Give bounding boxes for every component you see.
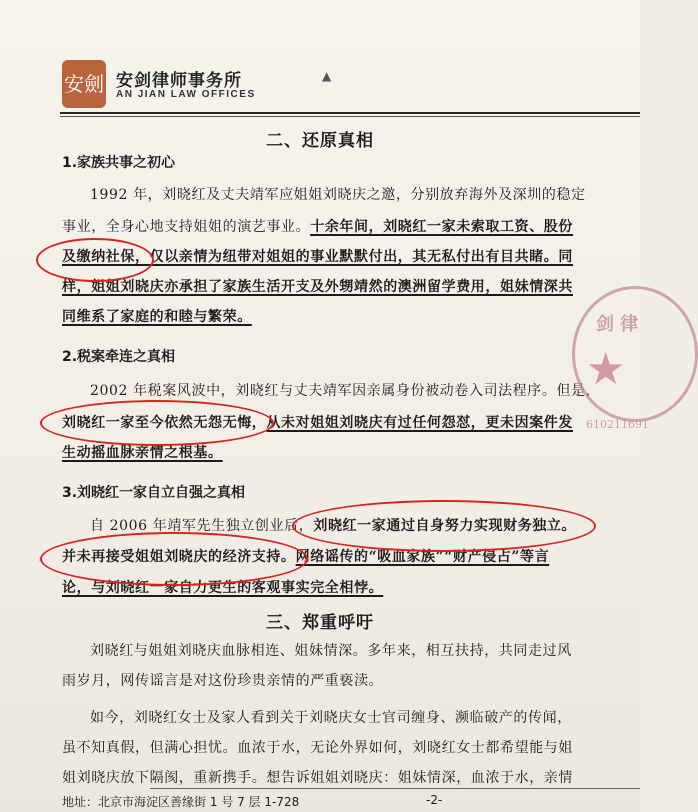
seal-number: 610211691 (586, 418, 649, 431)
s2-p1-line2-a: 事业，全身心地支持姐姐的演艺事业。 (62, 219, 311, 235)
subheading-2: 2.税案牵连之真相 (62, 349, 176, 365)
s3-p2-line1: 如今，刘晓红女士及家人看到关于刘晓庆女士官司缠身、濒临破产的传闻， (90, 710, 572, 726)
s2-p1-line3-a: 及缴纳社保， (62, 249, 150, 265)
firm-name-en: AN JIAN LAW OFFICES (116, 89, 256, 100)
s2-p2-line1: 2002 年税案风波中，刘晓红与丈夫靖军因亲属身份被动卷入司法程序。但是， (90, 383, 601, 399)
firm-logo (62, 60, 106, 108)
page-number: -2- (426, 793, 443, 807)
section-2-title: 二、还原真相 (266, 131, 374, 151)
red-circle-mark-4 (40, 532, 308, 586)
s2-p1-line4: 样，姐姐刘晓庆亦承担了家族生活开支及外甥靖然的澳洲留学费用，姐妹情深共 (62, 279, 573, 295)
logo-text: 安劍 (64, 72, 104, 96)
s3-p1-line1: 刘晓红与姐姐刘晓庆血脉相连、姐妹情深。多年来，相互扶持，共同走过风 (90, 643, 572, 659)
header-rule (60, 112, 640, 114)
footer-rule (150, 788, 640, 789)
firm-name-cn: 安剑律师事务所 (116, 71, 242, 91)
s3-p1-line2: 雨岁月，网传谣言是对这份珍贵亲情的严重亵渎。 (62, 673, 384, 689)
red-circle-mark-2 (40, 400, 274, 446)
s2-p2-line2-a: 刘晓红一家至今依然无怨无悔， (62, 415, 267, 431)
s2-p2-line2-b: 从未对姐姐刘晓庆有过任何怨怼，更未因案件发 (266, 415, 574, 431)
s2-p3-line1-a: 自 2006 年靖军先生独立创业后， (90, 518, 314, 534)
s2-p3-line2-b: 网络谣传的“吸血家族”“财产侵占”等言 (295, 549, 550, 565)
s3-p2-line3: 姐刘晓庆放下隔阂，重新携手。想告诉姐姐刘晓庆：姐妹情深，血浓于水，亲情 (62, 770, 573, 786)
s3-p2-line2: 虽不知真假，但满心担忧。血浓于水，无论外界如何，刘晓红女士都希望能与姐 (62, 740, 573, 756)
s2-p1-line3-b: 仅以亲情为纽带对姐姐的事业默默付出，其无私付出有目共睹。同 (149, 249, 574, 265)
pen-mark: ▲ (322, 69, 332, 83)
s2-p3-line3: 论，与刘晓红一家自力更生的客观事实完全相悖。 (62, 580, 384, 596)
header-rule-thin (60, 116, 640, 117)
s2-p1-line2 (62, 216, 573, 236)
red-circle-mark-3 (292, 500, 596, 552)
s2-p3-line1-b: 刘晓红一家通过自身努力实现财务独立。 (313, 518, 577, 534)
s2-p2-line3: 生动摇血脉亲情之根基。 (62, 445, 223, 461)
s2-p3-line2-a: 并未再接受姐姐刘晓庆的经济支持。 (62, 549, 296, 565)
footer-address: 地址：北京市海淀区善缘街 1 号 7 层 1-728 (62, 795, 300, 809)
subheading-1: 1.家族共事之初心 (62, 155, 176, 171)
seal-star-icon: ★ (586, 344, 626, 395)
s2-p1-line2-b: 十余年间，刘晓红一家未索取工资、股份 (310, 219, 574, 235)
s2-p1-line1: 1992 年，刘晓红及丈夫靖军应姐姐刘晓庆之邀，分别放弃海外及深圳的稳定 (90, 187, 586, 203)
s2-p1-line5: 同维系了家庭的和睦与繁荣。 (62, 309, 252, 325)
seal-text: 剑 律 (596, 314, 639, 335)
section-3-title: 三、郑重呼吁 (266, 613, 374, 633)
red-circle-mark-1 (36, 238, 154, 282)
subheading-3: 3.刘晓红一家自立自强之真相 (62, 485, 246, 501)
